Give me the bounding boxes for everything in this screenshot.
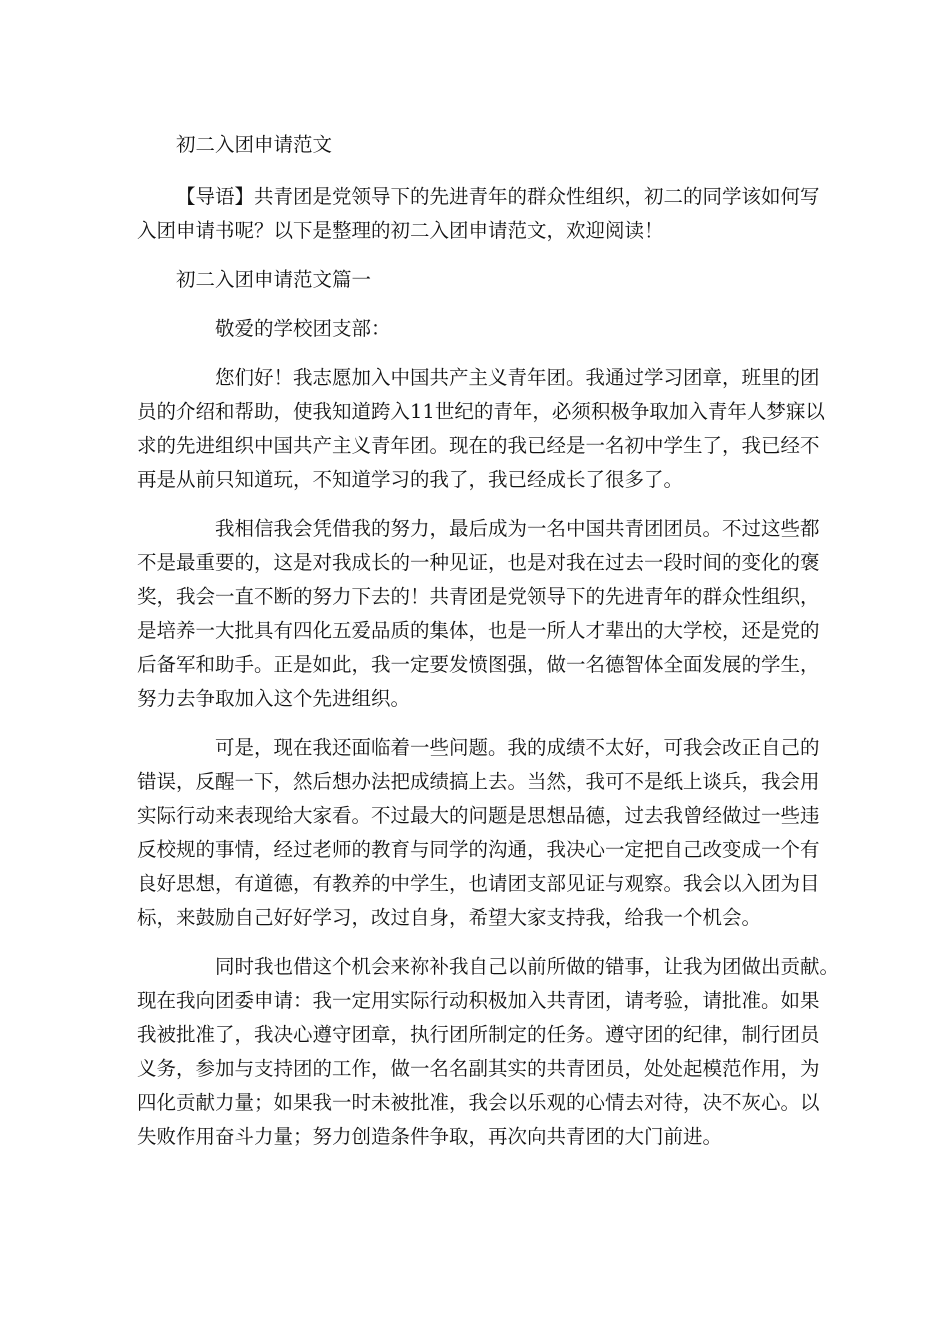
body-paragraph-4 (137, 950, 840, 1154)
paragraph-line: 实际行动来表现给大家看。不过最大的问题是思想品德，过去我曾经做过一些违 (137, 804, 820, 827)
paragraph-line: 可是，现在我还面临着一些问题。我的成绩不太好，可我会改正自己的 (215, 736, 820, 759)
paragraph-line: 奖，我会一直不断的努力下去的！共青团是党领导下的先进青年的群众性组织， (137, 585, 820, 608)
paragraph-line: 失败作用奋斗力量；努力创造条件争取，再次向共青团的大门前进。 (137, 1125, 723, 1148)
body-paragraph-3 (137, 731, 819, 935)
paragraph-line: 同时我也借这个机会来祢补我自己以前所做的错事，让我为团做出贡献。 (215, 955, 840, 978)
paragraph-line: 员的介绍和帮助，使我知道跨入11世纪的青年，必须积极争取加入青年人梦寐以 (137, 400, 825, 423)
body-paragraph-1 (137, 361, 825, 497)
paragraph-line: 我被批准了，我决心遵守团章，执行团所制定的任务。遵守团的纪律，制行团员 (137, 1023, 820, 1046)
paragraph-line: 后备军和助手。正是如此，我一定要发愤图强，做一名德智体全面发展的学生， (137, 653, 820, 676)
paragraph-line: 现在我向团委申请：我一定用实际行动积极加入共青团，请考验，请批准。如果 (137, 989, 820, 1012)
paragraph-line: 求的先进组织中国共产主义青年团。现在的我已经是一名初中学生了，我已经不 (137, 434, 820, 457)
body-paragraph-2 (137, 512, 819, 716)
intro-paragraph (137, 180, 819, 248)
paragraph-line: 义务，参加与支持团的工作，做一名名副其实的共青团员，处处起模范作用，为 (137, 1057, 820, 1080)
paragraph-line: 反校规的事情，经过老师的教育与同学的沟通，我决心一定把自己改变成一个有 (137, 838, 820, 861)
paragraph-line: 四化贡献力量；如果我一时未被批准，我会以乐观的心情去对待，决不灰心。以 (137, 1091, 820, 1114)
intro-line: 【导语】共青团是党领导下的先进青年的群众性组织，初二的同学该如何写 (176, 185, 820, 208)
paragraph-line: 我相信我会凭借我的努力，最后成为一名中国共青团团员。不过这些都 (215, 517, 820, 540)
paragraph-line: 您们好！我志愿加入中国共产主义青年团。我通过学习团章，班里的团 (215, 366, 820, 389)
section-title: 初二入团申请范文篇一 (176, 268, 372, 291)
paragraph-line: 是培养一大批具有四化五爱品质的集体，也是一所人才辈出的大学校，还是党的 (137, 619, 820, 642)
document-title: 初二入团申请范文 (176, 133, 333, 156)
paragraph-line: 不是最重要的，这是对我成长的一种见证，也是对我在过去一段时间的变化的褒 (137, 551, 820, 574)
paragraph-line: 努力去争取加入这个先进组织。 (137, 687, 411, 710)
paragraph-line: 再是从前只知道玩，不知道学习的我了，我已经成长了很多了。 (137, 468, 684, 491)
document-page (137, 128, 840, 1169)
salutation: 敬爱的学校团支部： (215, 317, 391, 340)
paragraph-line: 错误，反醒一下，然后想办法把成绩搞上去。当然，我可不是纸上谈兵，我会用 (137, 770, 820, 793)
paragraph-line: 标，来鼓励自己好好学习，改过自身，希望大家支持我，给我一个机会。 (137, 906, 762, 929)
paragraph-line: 良好思想，有道德，有教养的中学生，也请团支部见证与观察。我会以入团为目 (137, 872, 820, 895)
intro-line: 入团申请书呢？以下是整理的初二入团申请范文，欢迎阅读！ (137, 219, 664, 242)
